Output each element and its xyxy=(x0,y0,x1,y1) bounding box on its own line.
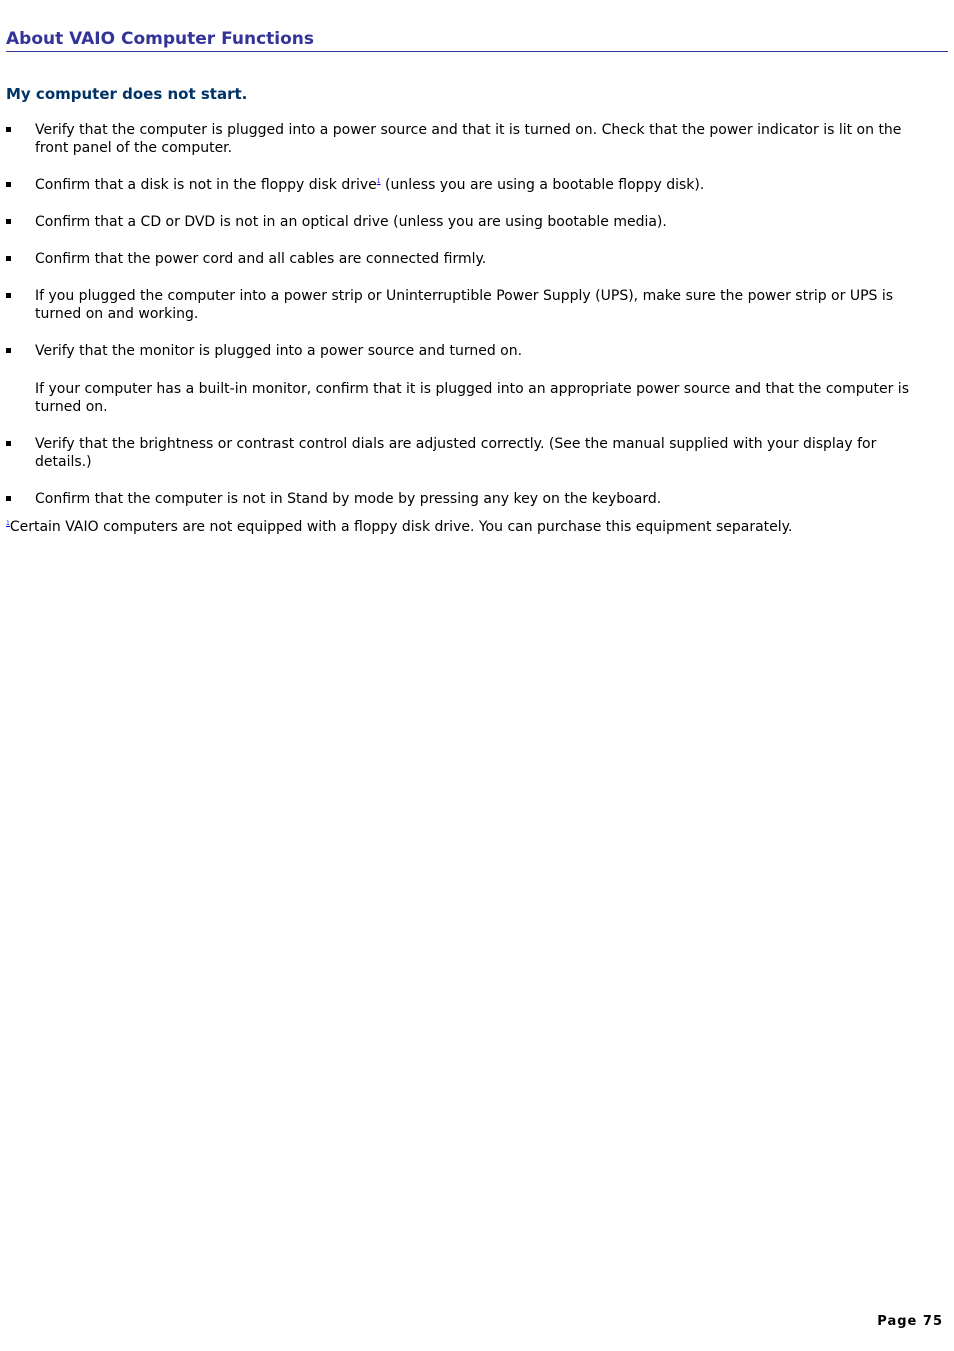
square-bullet-icon xyxy=(6,496,11,501)
list-item xyxy=(6,176,926,194)
list-item-text: Verify that the monitor is plugged into a power source and turned on. xyxy=(35,343,523,359)
square-bullet-icon xyxy=(6,256,11,261)
list-item xyxy=(6,490,926,508)
list-item xyxy=(6,121,926,157)
list-item-text: If you plugged the computer into a power strip or Uninterruptible Power Supply (UPS), make sure the power strip or UPS is turned on and working. xyxy=(35,288,894,322)
list-item-note: If your computer has a built-in monitor, confirm that it is plugged into an appropriate power source and that the computer is turned on. xyxy=(35,381,909,415)
list-item-text: Confirm that a CD or DVD is not in an optical drive (unless you are using bootable media). xyxy=(35,214,667,230)
footnote-text: Certain VAIO computers are not equipped with a floppy disk drive. You can purchase this equipment separately. xyxy=(9,519,793,535)
square-bullet-icon xyxy=(6,127,11,132)
troubleshooting-list xyxy=(6,121,926,508)
list-item xyxy=(6,342,926,416)
square-bullet-icon xyxy=(6,219,11,224)
list-item-text: Confirm that the power cord and all cables are connected firmly. xyxy=(35,251,487,267)
list-item-text: Verify that the computer is plugged into a power source and that it is turned on. Check that the power indicator is lit on the front panel of the computer. xyxy=(35,122,902,156)
list-item-text: Confirm that a disk is not in the floppy disk drive xyxy=(35,177,377,193)
list-item xyxy=(6,250,926,268)
list-item-text: Confirm that the computer is not in Stand by mode by pressing any key on the keyboard. xyxy=(35,491,662,507)
square-bullet-icon xyxy=(6,293,11,298)
list-item-text-continued: (unless you are using a bootable floppy disk). xyxy=(380,177,705,193)
footnote-reference-link[interactable]: 1 xyxy=(376,178,381,185)
list-item xyxy=(6,435,926,471)
square-bullet-icon xyxy=(6,348,11,353)
square-bullet-icon xyxy=(6,182,11,187)
list-item xyxy=(6,213,926,231)
section-title: My computer does not start. xyxy=(6,85,248,103)
page-number: Page 75 xyxy=(877,1314,943,1329)
square-bullet-icon xyxy=(6,441,11,446)
list-item xyxy=(6,287,926,323)
page-title: About VAIO Computer Functions xyxy=(6,29,315,49)
footnote xyxy=(6,518,792,536)
page-header xyxy=(6,28,948,52)
footnote-marker-link[interactable]: 1 xyxy=(6,520,10,527)
list-item-text: Verify that the brightness or contrast control dials are adjusted correctly. (See the manual supplied with your display for details.) xyxy=(35,436,877,470)
